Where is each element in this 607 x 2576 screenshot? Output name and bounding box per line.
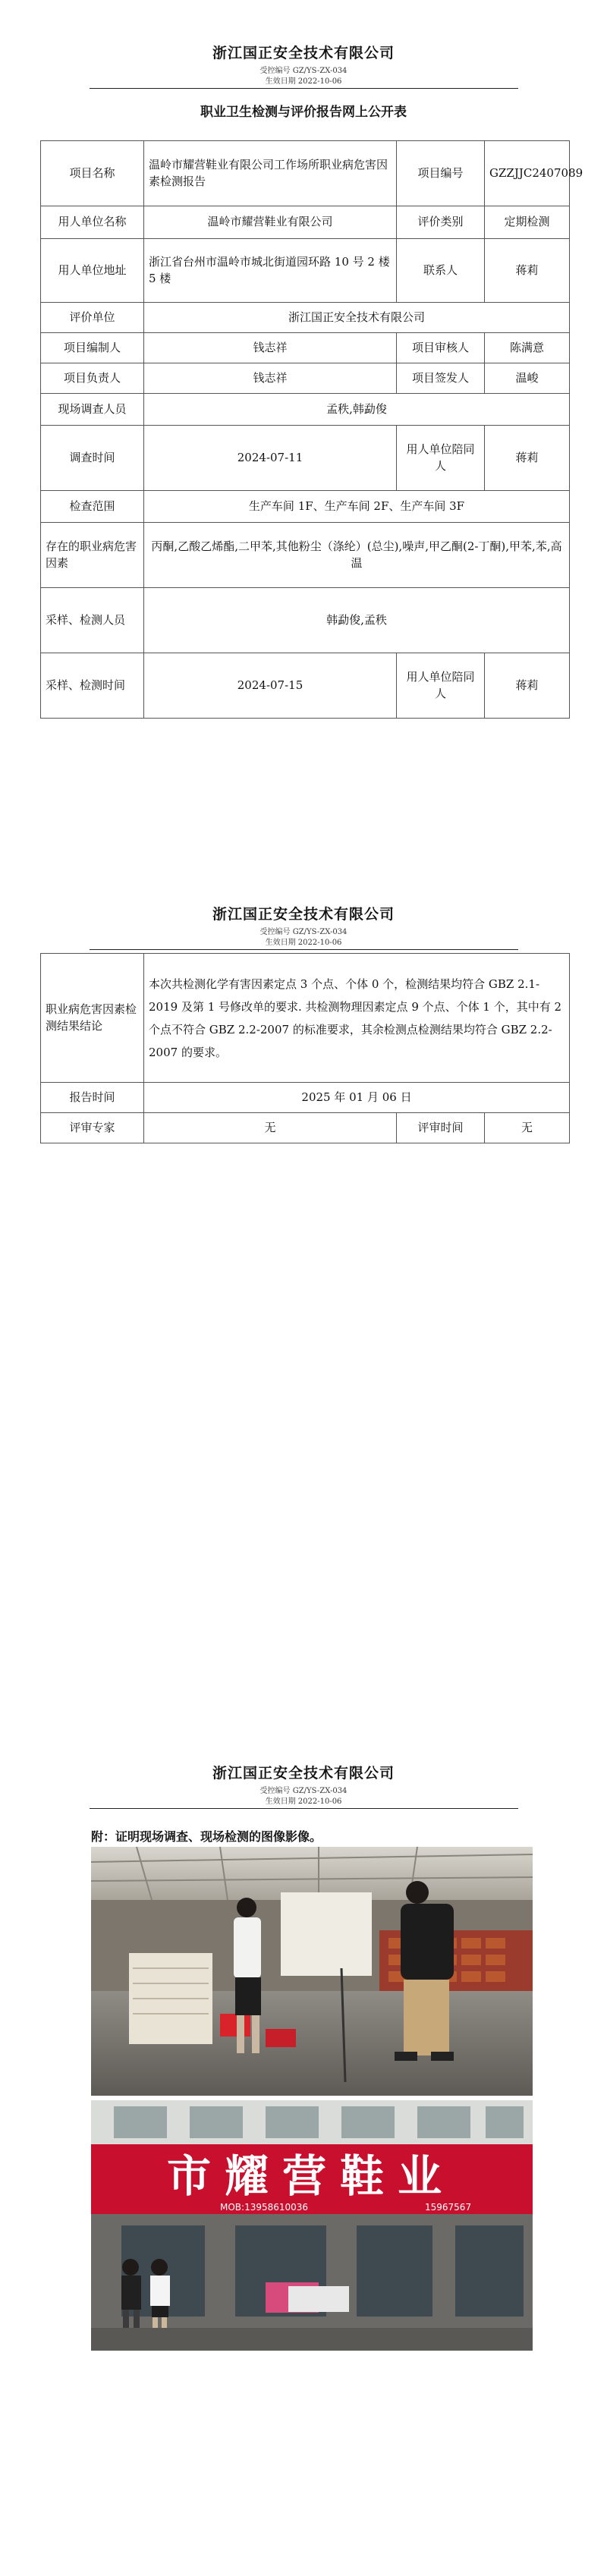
sign-phone-left: MOB:13958610036 [220, 2202, 309, 2213]
value-project-name: 温岭市耀营鞋业有限公司工作场所职业病危害因素检测报告 [144, 141, 397, 206]
label-employer: 用人单位名称 [41, 206, 144, 239]
label-conclusion: 职业病危害因素检测结果结论 [41, 954, 144, 1083]
sign-phone-right: 15967567 [425, 2202, 472, 2213]
value-compiler: 钱志祥 [144, 333, 397, 363]
value-address: 浙江省台州市温岭市城北街道园环路 10 号 2 楼 5 楼 [144, 239, 397, 303]
label-reviewer: 项目审核人 [397, 333, 485, 363]
value-experts: 无 [144, 1113, 397, 1143]
value-eval-unit: 浙江国正安全技术有限公司 [144, 303, 570, 333]
value-report-time: 2025 年 01 月 06 日 [144, 1083, 570, 1113]
label-contact: 联系人 [397, 239, 485, 303]
value-survey-time: 2024-07-11 [144, 426, 397, 491]
appendix-note: 附：证明现场调查、现场检测的图像影像。 [91, 1829, 322, 1844]
label-sampling-time: 采样、检测时间 [41, 653, 144, 719]
label-scope: 检查范围 [41, 491, 144, 523]
value-review-time: 无 [485, 1113, 570, 1143]
company-name: 浙江国正安全技术有限公司 [212, 906, 395, 923]
value-issuer: 温峻 [485, 363, 570, 394]
value-conclusion: 本次共检测化学有害因素定点 3 个点、个体 0 个，检测结果均符合 GBZ 2.1-2019 及第 1 号修改单的要求. 共检测物理因素定点 9 个点、个体 1 个，其中有 2 个点不符合 GBZ 2.2-2007 的标准要求，其余检测点检测结果均符合 GBZ 2.2-2007 的要求。 [144, 954, 570, 1083]
label-hazards: 存在的职业病危害因素 [41, 523, 144, 588]
label-address: 用人单位地址 [41, 239, 144, 303]
effective-date: 生效日期 2022-10-06 [265, 1798, 342, 1806]
label-review-time: 评审时间 [397, 1113, 485, 1143]
storefront-photo [91, 2100, 533, 2351]
label-experts: 评审专家 [41, 1113, 144, 1143]
site-inspection-photo-image [91, 1847, 533, 2096]
doc-code: 受控编号 GZ/YS-ZX-034 [259, 928, 348, 936]
info-table [40, 140, 583, 719]
label-project-no: 项目编号 [397, 141, 485, 206]
label-samplers: 采样、检测人员 [41, 588, 144, 653]
value-scope: 生产车间 1F、生产车间 2F、生产车间 3F [144, 491, 570, 523]
header-rule [90, 949, 518, 950]
label-report-time: 报告时间 [41, 1083, 144, 1113]
label-leader: 项目负责人 [41, 363, 144, 394]
value-employer: 温岭市耀营鞋业有限公司 [144, 206, 397, 239]
label-escort2: 用人单位陪同人 [397, 653, 485, 719]
value-contact: 蒋莉 [485, 239, 570, 303]
value-leader: 钱志祥 [144, 363, 397, 394]
value-eval-type: 定期检测 [485, 206, 570, 239]
value-project-no: GZZJJC2407089 [485, 141, 570, 206]
label-survey-time: 调查时间 [41, 426, 144, 491]
label-project-name: 项目名称 [41, 141, 144, 206]
doc-code: 受控编号 GZ/YS-ZX-034 [259, 67, 348, 75]
document-title: 职业卫生检测与评价报告网上公开表 [200, 105, 407, 120]
company-name: 浙江国正安全技术有限公司 [212, 1765, 395, 1782]
label-issuer: 项目签发人 [397, 363, 485, 394]
site-inspection-photo [91, 1847, 533, 2096]
value-samplers: 韩勐俊,孟秩 [144, 588, 570, 653]
company-name: 浙江国正安全技术有限公司 [212, 45, 395, 61]
effective-date: 生效日期 2022-10-06 [265, 77, 342, 86]
storefront-photo-image [91, 2100, 533, 2351]
doc-code: 受控编号 GZ/YS-ZX-034 [259, 1787, 348, 1795]
label-compiler: 项目编制人 [41, 333, 144, 363]
label-escort: 用人单位陪同人 [397, 426, 485, 491]
label-eval-unit: 评价单位 [41, 303, 144, 333]
effective-date: 生效日期 2022-10-06 [265, 939, 342, 947]
label-surveyors: 现场调查人员 [41, 394, 144, 426]
value-hazards: 丙酮,乙酸乙烯酯,二甲苯,其他粉尘（涤纶）(总尘),噪声,甲乙酮(2-丁酮),甲苯,苯,高温 [144, 523, 570, 588]
value-sampling-time: 2024-07-15 [144, 653, 397, 719]
sign-text: 市耀营鞋业 [166, 2150, 456, 2202]
header-rule [90, 88, 518, 89]
value-escort: 蒋莉 [485, 426, 570, 491]
value-escort2: 蒋莉 [485, 653, 570, 719]
value-reviewer: 陈满意 [485, 333, 570, 363]
result-table [40, 953, 570, 1143]
label-eval-type: 评价类别 [397, 206, 485, 239]
value-surveyors: 孟秩,韩勐俊 [144, 394, 570, 426]
header-rule [90, 1808, 518, 1809]
